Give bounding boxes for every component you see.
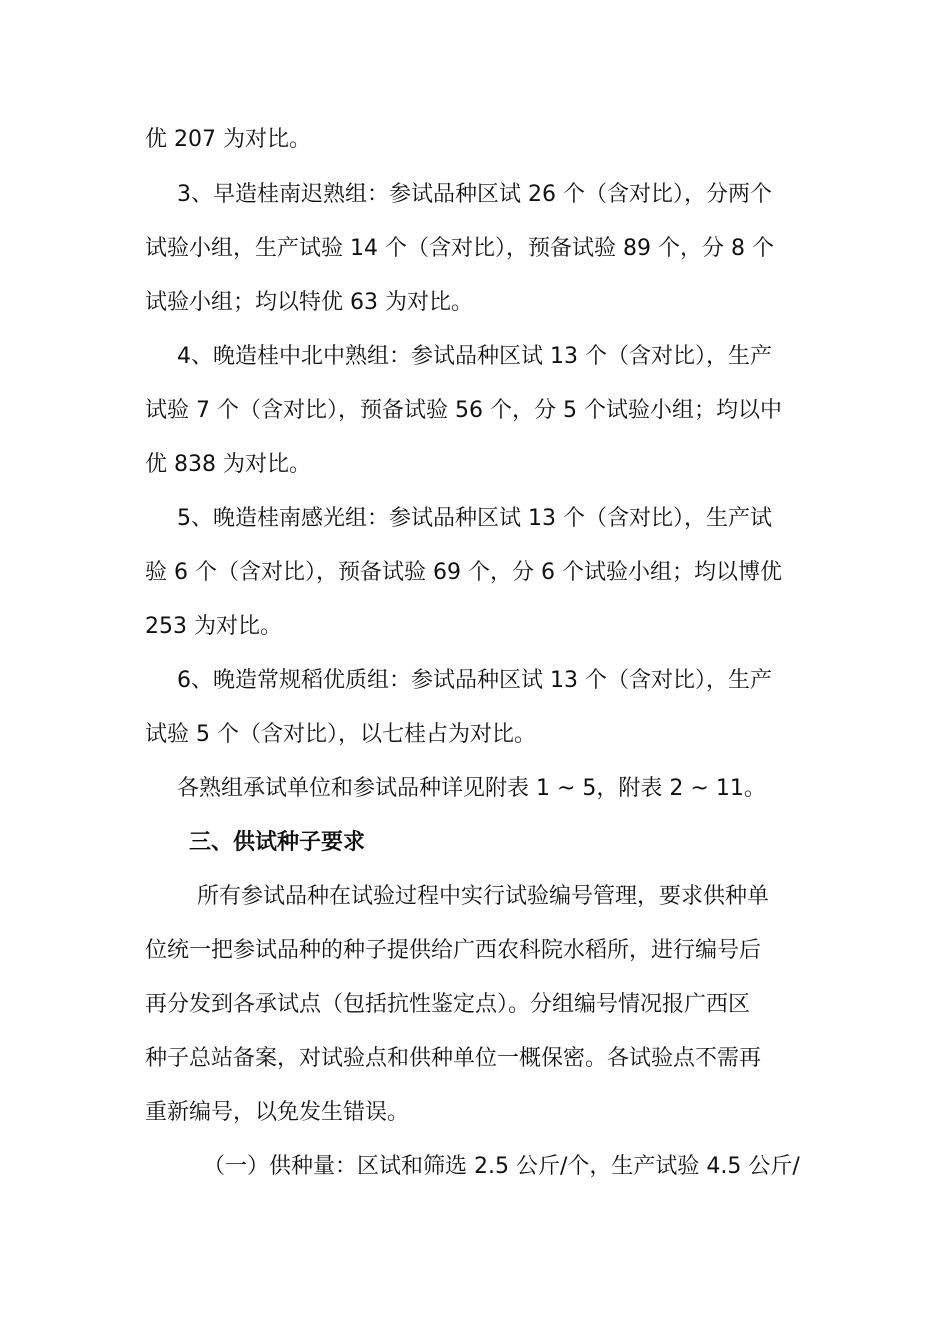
text-line: 5、晚造桂南感光组：参试品种区试 13 个（含对比），生产试 <box>177 506 772 531</box>
section-heading: 三、供试种子要求 <box>189 830 366 855</box>
text-line: 4、晚造桂中北中熟组：参试品种区试 13 个（含对比），生产 <box>177 344 772 369</box>
text-line: 位统一把参试品种的种子提供给广西农科院水稻所，进行编号后 <box>145 938 762 963</box>
text-line: 种子总站备案，对试验点和供种单位一概保密。各试验点不需再 <box>145 1046 762 1071</box>
text-line: 优 838 为对比。 <box>145 452 311 477</box>
text-line: （一）供种量：区试和筛选 2.5 公斤/个，生产试验 4.5 公斤/ <box>203 1154 800 1179</box>
text-line: 试验 5 个（含对比），以七桂占为对比。 <box>145 722 536 747</box>
text-line: 试验 7 个（含对比），预备试验 56 个，分 5 个试验小组；均以中 <box>145 398 782 423</box>
text-line: 所有参试品种在试验过程中实行试验编号管理，要求供种单 <box>197 884 770 909</box>
text-line: 各熟组承试单位和参试品种详见附表 1 ~ 5，附表 2 ~ 11。 <box>177 776 766 801</box>
text-line: 再分发到各承试点（包括抗性鉴定点）。分组编号情况报广西区 <box>145 992 751 1017</box>
text-line: 优 207 为对比。 <box>145 127 311 152</box>
text-line: 重新编号，以免发生错误。 <box>145 1100 410 1125</box>
text-line: 253 为对比。 <box>145 614 282 639</box>
text-line: 试验小组，生产试验 14 个（含对比），预备试验 89 个，分 8 个 <box>145 236 774 261</box>
text-line: 试验小组；均以特优 63 为对比。 <box>145 290 473 315</box>
text-line: 6、晚造常规稻优质组：参试品种区试 13 个（含对比），生产 <box>177 668 772 693</box>
text-line: 验 6 个（含对比），预备试验 69 个，分 6 个试验小组；均以博优 <box>145 560 782 585</box>
text-line: 3、早造桂南迟熟组：参试品种区试 26 个（含对比），分两个 <box>177 182 772 207</box>
